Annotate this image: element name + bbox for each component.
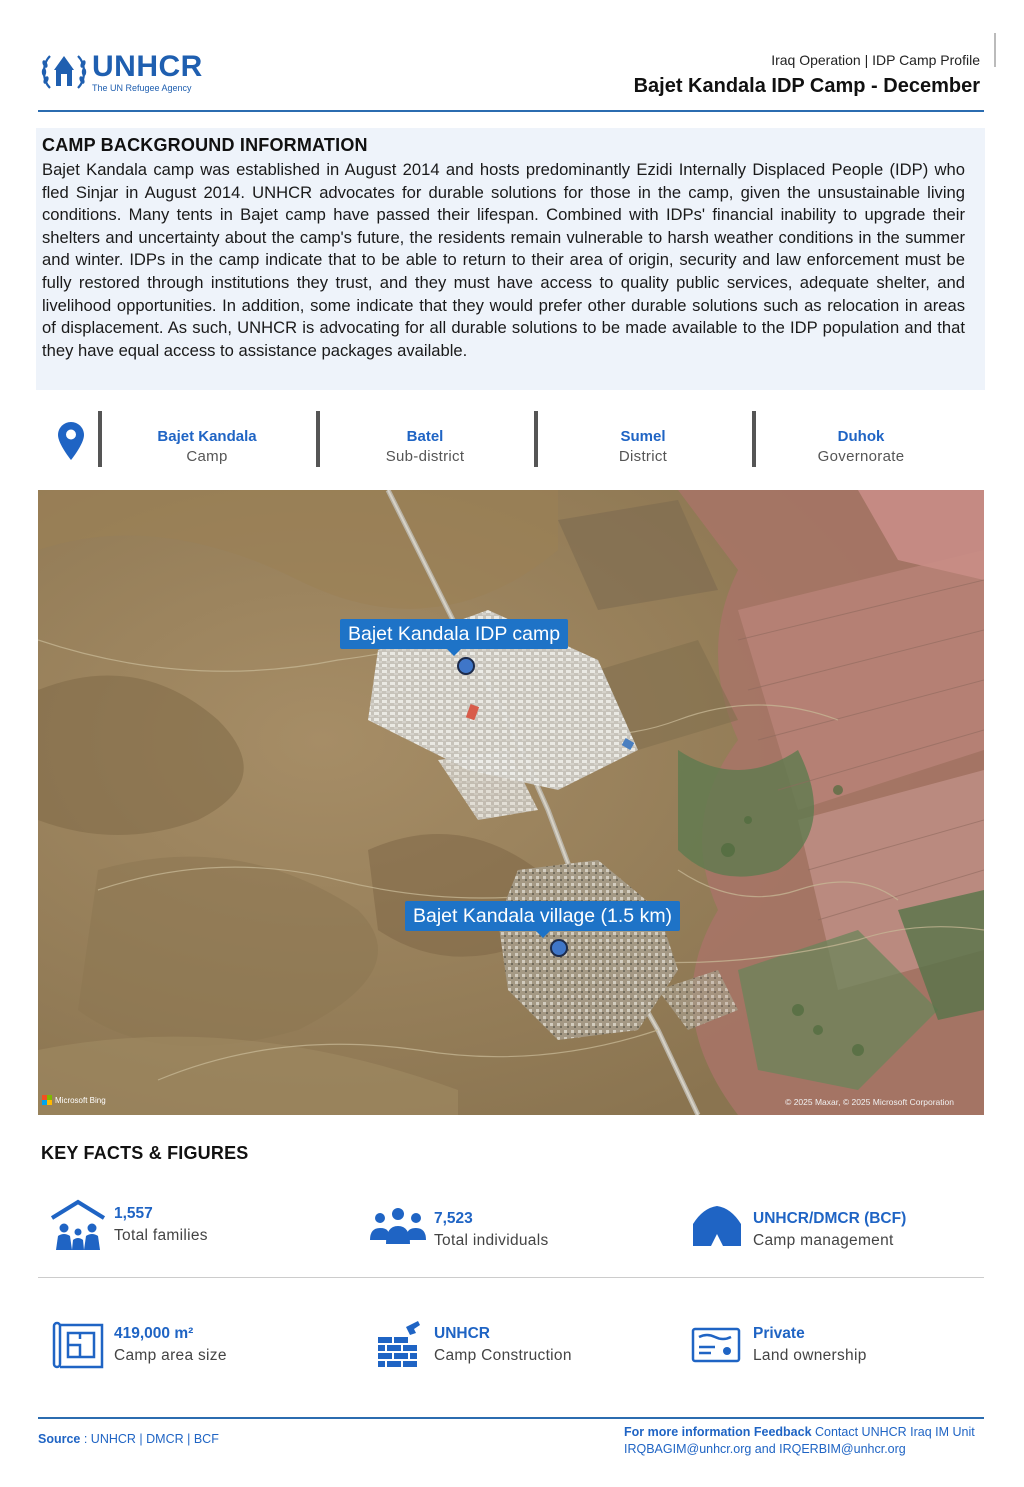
location-type: District [618, 448, 668, 465]
fact-label: Total families [114, 1227, 208, 1244]
map-provider-logo [42, 1095, 106, 1105]
camp-background-section [36, 128, 985, 390]
fact-label: Camp Construction [434, 1347, 572, 1364]
unhcr-logo [40, 50, 203, 94]
fact-total-families [50, 1198, 350, 1258]
source-text: : UNHCR | DMCR | BCF [80, 1432, 219, 1446]
location-name: Sumel [620, 428, 666, 445]
microsoft-logo-icon [42, 1095, 52, 1105]
blueprint-icon [50, 1317, 106, 1373]
document-subtitle: Iraq Operation | IDP Camp Profile [771, 52, 980, 68]
fact-value: 7,523 [434, 1210, 473, 1227]
location-strip [38, 408, 984, 470]
fact-value: 419,000 m² [114, 1325, 194, 1342]
page-header [38, 44, 984, 112]
fact-value: 1,557 [114, 1205, 153, 1222]
fact-total-individuals [370, 1202, 670, 1262]
village-map-label: Bajet Kandala village (1.5 km) [405, 901, 680, 931]
contact-note [624, 1424, 986, 1457]
brick-wall-icon [370, 1317, 426, 1373]
land-deed-icon [689, 1317, 745, 1373]
location-type: Camp [186, 448, 228, 465]
location-camp [98, 411, 316, 467]
unhcr-emblem-icon [40, 50, 88, 94]
fact-camp-area [50, 1317, 350, 1377]
location-divider [752, 411, 756, 467]
location-name: Bajet Kandala [157, 428, 257, 445]
location-sub-district [316, 411, 534, 467]
map-provider-name: Microsoft Bing [55, 1095, 106, 1105]
location-governorate [752, 411, 970, 467]
location-name: Duhok [837, 428, 885, 445]
org-name: UNHCR [92, 49, 203, 83]
location-divider [316, 411, 320, 467]
people-group-icon [370, 1202, 426, 1258]
background-paragraph: Bajet Kandala camp was established in August 2014 and hosts predominantly Ezidi Internally Displaced People (IDP) who fled Sinjar in August 2014. UNHCR advocates for durable solutions for those in the camp, given the unsustainable living conditions. Many tents in Bajet camp have passed their lifespan. Combined with IDPs' financial inability to upgrade their shelters and uncertainty about the camp's future, the residents remain vulnerable to harsh weather conditions in the summer and winter. IDPs in the camp indicate that to be able to return to their area of origin, security and law enforcement must be fully restored through institutions they trust, and they must have access to quality public services, adequate shelter, and livelihood opportunities. In addition, some indicate that they would prefer other durable solutions such as relocation in areas of displacement. As such, UNHCR is advocating for all durable solutions to be made available to the IDP population and that they have equal access to assistance packages available. [42, 160, 965, 360]
tent-icon [689, 1202, 745, 1258]
location-type: Sub-district [385, 448, 465, 465]
fact-label: Camp management [753, 1232, 894, 1249]
contact-text[interactable]: Contact UNHCR Iraq IM Unit IRQBAGIM@unhcr.org and IRQERBIM@unhcr.org [624, 1425, 975, 1456]
village-marker[interactable] [550, 939, 568, 957]
map-attribution: © 2025 Maxar, © 2025 Microsoft Corporation [785, 1097, 954, 1107]
key-facts-heading: KEY FACTS & FIGURES [41, 1143, 249, 1163]
satellite-map[interactable] [38, 490, 984, 1115]
location-name: Batel [406, 428, 444, 445]
fact-camp-management [689, 1202, 989, 1262]
fact-land-ownership [689, 1317, 989, 1377]
key-facts-divider [38, 1277, 984, 1278]
section-heading: CAMP BACKGROUND INFORMATION [42, 135, 368, 155]
camp-marker[interactable] [457, 657, 475, 675]
more-info-label: For more information Feedback [624, 1425, 812, 1439]
fact-value: UNHCR [434, 1325, 490, 1342]
fact-value: UNHCR/DMCR (BCF) [753, 1210, 907, 1227]
location-type: Governorate [817, 448, 905, 465]
fact-value: Private [753, 1325, 805, 1342]
fact-label: Total individuals [434, 1232, 549, 1249]
footer-divider [38, 1417, 984, 1419]
source-note [38, 1432, 219, 1446]
header-edge-mark [994, 33, 996, 67]
fact-label: Camp area size [114, 1347, 227, 1364]
family-house-icon [50, 1198, 106, 1254]
fact-camp-construction [370, 1317, 670, 1377]
location-divider [534, 411, 538, 467]
source-label: Source [38, 1432, 81, 1446]
location-district [534, 411, 752, 467]
camp-map-label: Bajet Kandala IDP camp [340, 619, 568, 649]
location-divider [98, 411, 102, 467]
location-pin-icon [58, 422, 84, 460]
fact-label: Land ownership [753, 1347, 867, 1364]
document-title: Bajet Kandala IDP Camp - December [633, 75, 980, 97]
org-tagline: The UN Refugee Agency [92, 82, 192, 93]
satellite-imagery [38, 490, 984, 1115]
